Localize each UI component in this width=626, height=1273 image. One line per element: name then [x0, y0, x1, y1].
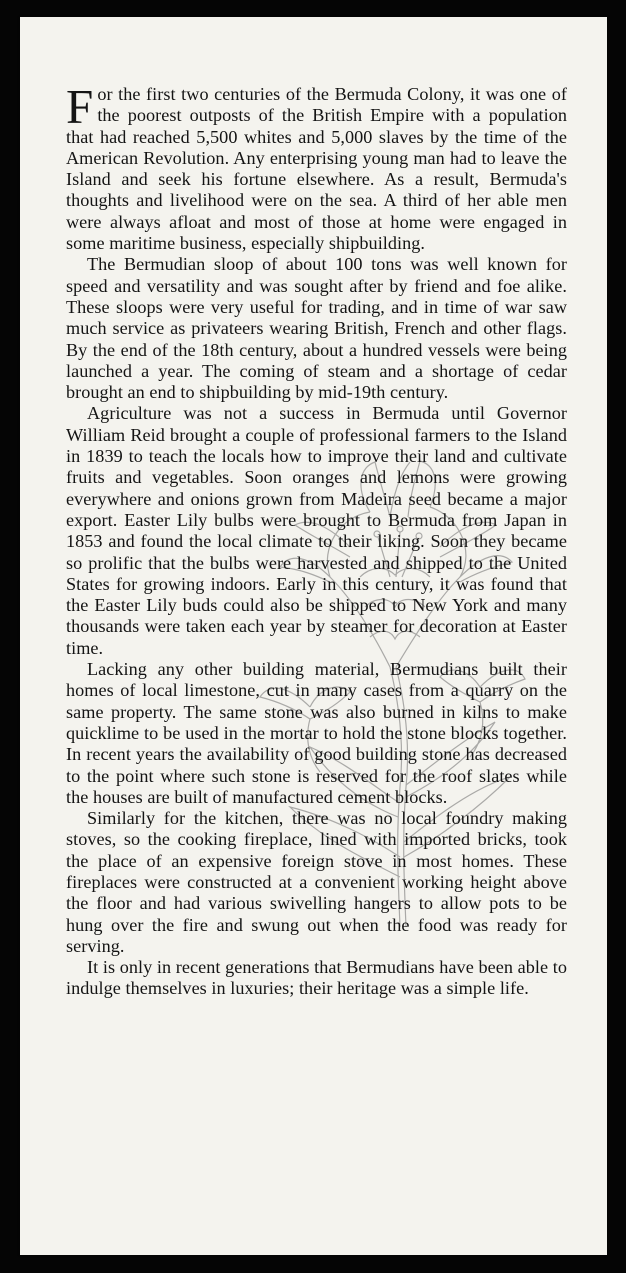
paragraph-5: Similarly for the kitchen, there was no local foundry making stoves, so the cooking fireplace, lined with imported bricks, took the place of an expensive foreign stove in most homes. These fireplaces were constructed at a convenient working height above the floor and had various swivelling hangers to allow pots to be hung over the fire and swung out when the food was ready for serving. [66, 808, 567, 956]
document-page [20, 17, 607, 1255]
paragraph-6: It is only in recent generations that Bermudians have been able to indulge themselves in luxuries; their heritage was a simple life. [66, 957, 567, 999]
paragraph-3: Agriculture was not a success in Bermuda until Governor William Reid brought a couple of professional farmers to the Island in 1839 to teach the locals how to improve their land and cultivate fruits and vegetables. Soon oranges and lemons were growing everywhere and onions grown from Madeira seed became a major export. Easter Lily bulbs were brought to Bermuda from Japan in 1853 and found the local climate to their liking. Soon they became so prolific that the bulbs were harvested and shipped to the United States for growing indoors. Early in this century, it was found that the Easter Lily buds could also be shipped to New York and many thousands were taken each year by steamer for decoration at Easter time. [66, 403, 567, 658]
paragraph-1-text: or the first two centuries of the Bermuda Colony, it was one of the poorest outposts of the British Empire with a population that had reached 5,500 whites and 5,000 slaves by the time of the American Revolution. Any enterprising young man had to leave the Island and seek his fortune elsewhere. As a result, Bermuda's thoughts and livelihood were on the sea. A third of her able men were always afloat and most of those at home were engaged in some maritime business, especially shipbuilding. [66, 84, 567, 254]
paragraph-4: Lacking any other building material, Bermudians built their homes of local limestone, cut in many cases from a quarry on the same property. The same stone was also burned in kilns to make quicklime to be used in the mortar to hold the stone blocks together. In recent years the availability of good building stone has decreased to the point where such stone is reserved for the roof slates while the houses are built of manufactured cement blocks. [66, 659, 567, 807]
paragraph-2: The Bermudian sloop of about 100 tons was well known for speed and versatility and was sought after by friend and foe alike. These sloops were very useful for trading, and in time of war saw much service as privateers wearing British, French and other flags. By the end of the 18th century, about a hundred vessels were being launched a year. The coming of steam and a shortage of cedar brought an end to shipbuilding by mid-19th century. [66, 254, 567, 403]
paragraph-1 [66, 79, 567, 254]
article-body [66, 79, 567, 1000]
drop-cap: F [66, 79, 94, 134]
